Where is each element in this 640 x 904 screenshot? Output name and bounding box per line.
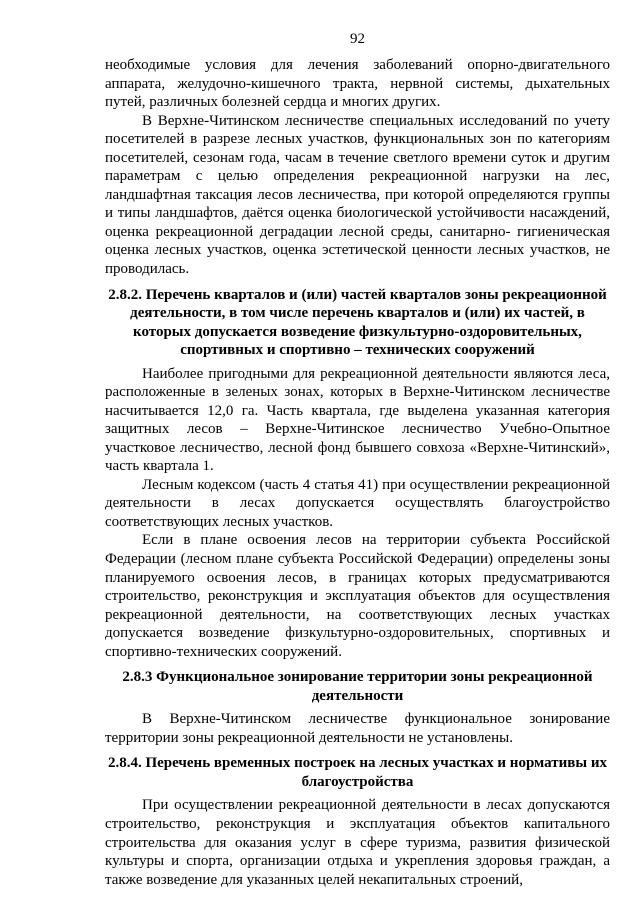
paragraph-forest-plan: Если в плане освоения лесов на территории субъекта Российской Федерации (лесном плане субъекта Российской Федерации) определены зоны планируемого освоения лесов, в границах которых предусматриваются строительство, реконструкция и эксплуатация объектов для осуществления рекреационной деятельности, на соответствующих лесных участках допускается возведение физкультурно-оздоровительных, спортивных и спортивно-технических сооружений. <box>105 532 610 660</box>
paragraph-treatment-conditions: необходимые условия для лечения заболеваний опорно-двигательного аппарата, желудочно-кишечного тракта, нервной системы, дыхательных путей, различных болезней сердца и многих других. <box>105 57 610 111</box>
section-heading-2-8-3: 2.8.3 Функциональное зонирование территории зоны рекреационной деятельности <box>122 669 593 704</box>
page-number: 92 <box>350 31 365 47</box>
paragraph-zoning: В Верхне-Читинском лесничестве функциональное зонирование территории зоны рекреационной деятельности не установлены. <box>105 711 610 746</box>
paragraph-suitable-forests: Наиболее пригодными для рекреационной деятельности являются леса, расположенные в зеленых зонах, которых в Верхне-Читинском лесничестве насчитывается 12,0 га. Часть квартала, где выделена указанная категория защитных лесов – Верхне-Читинское лесничество Учебно-Опытное участковое лесничество, лесной фонд бывшего совхоза «Верхне-Читинский», часть квартала 1. <box>105 365 610 475</box>
paragraph-visitor-studies: В Верхне-Читинском лесничестве специальных исследований по учету посетителей в разрезе лесных участков, функциональных зон по категориям посетителей, сезонам года, часам в течение светлого времени суток и другим параметрам с целью определения рекреационной нагрузки на лес, ландшафтная таксация лесов лесничества, при которой определяются группы и типы ландшафтов, даётся оценка биологической устойчивости насаждений, оценка рекреационной деградации лесной среды, санитарно- гигиеническая оценка лесных участков, оценка эстетической ценности лесных участков, не проводилась. <box>105 112 610 278</box>
section-heading-2-8-4: 2.8.4. Перечень временных построек на лесных участках и нормативы их благоустройства <box>107 755 607 790</box>
paragraph-construction: При осуществлении рекреационной деятельности в лесах допускаются строительство, реконструкция и эксплуатация объектов капитального строительства для оказания услуг в сфере туризма, развития физической культуры и спорта, организации отдыха и укрепления здоровья граждан, а также возведение для указанных целей некапитальных строений, <box>105 797 610 888</box>
document-page <box>105 30 610 889</box>
paragraph-forest-code: Лесным кодексом (часть 4 статья 41) при осуществлении рекреационной деятельности в лесах допускается осуществлять благоустройство соответствующих лесных участков. <box>105 476 610 530</box>
section-heading-2-8-2: 2.8.2. Перечень кварталов и (или) частей кварталов зоны рекреационной деятельности, в том числе перечень кварталов и (или) их частей, в которых допускается возведение физкультурно-оздоровительных, спортивных и спортивно – технических сооружений <box>108 286 607 359</box>
